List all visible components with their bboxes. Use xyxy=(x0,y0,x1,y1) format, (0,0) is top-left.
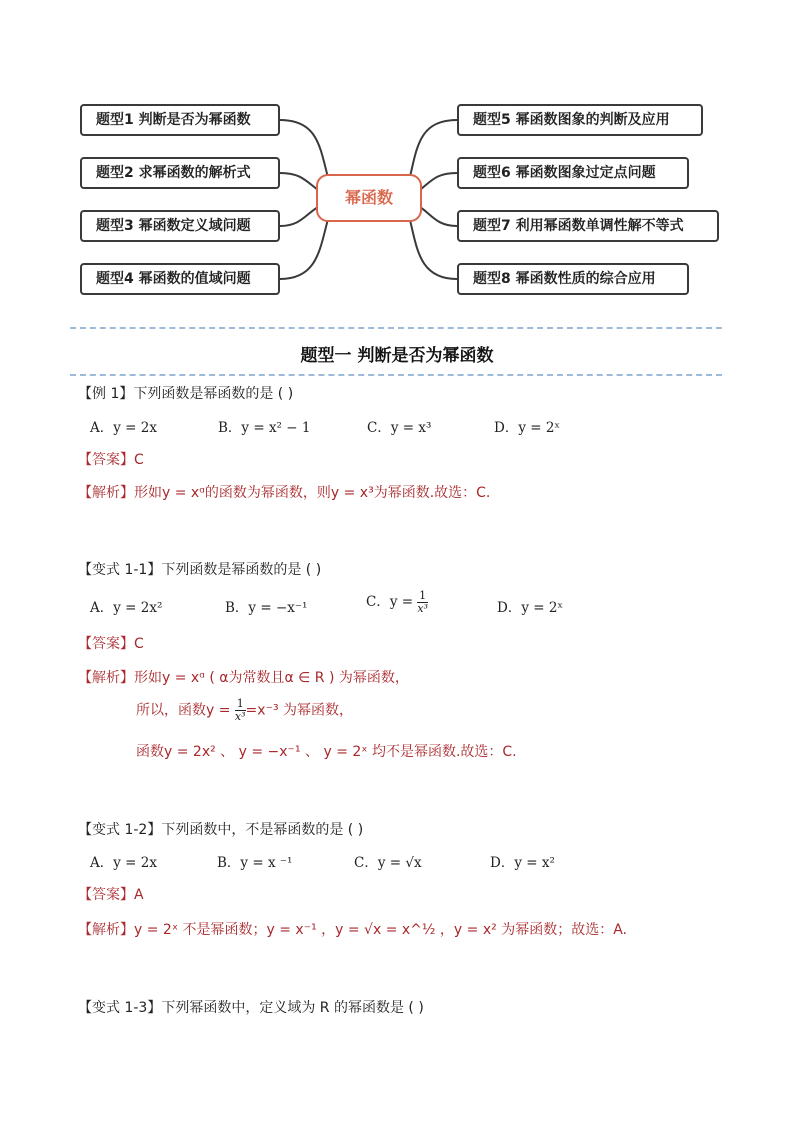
variant-1-1-option-c xyxy=(366,590,428,615)
topic-box-7: 题型7 利用幂函数单调性解不等式 xyxy=(457,210,719,242)
variant-1-1-option-b: B．y = −x⁻¹ xyxy=(225,600,308,616)
variant-1-2-option-a: A．y = 2x xyxy=(90,855,157,871)
divider-bottom xyxy=(70,374,722,376)
answer-value: C xyxy=(134,452,144,468)
analysis-text: y = 2ˣ 不是幂函数；y = x⁻¹ ，y = √x = x^½ ，y = x² 为幂函数；故选：A. xyxy=(134,922,627,938)
analysis-tag: 【解析】 xyxy=(78,922,134,938)
variant-1-3-tag: 【变式 1-3】 xyxy=(78,1000,162,1016)
fraction-denominator: x³ xyxy=(417,602,428,615)
example-1-analysis xyxy=(78,482,490,502)
example-1-option-c: C．y = x³ xyxy=(367,420,432,436)
mind-map xyxy=(0,0,794,310)
analysis-text: 形如y = xᵅ的函数为幂函数，则y = x³为幂函数.故选：C. xyxy=(134,485,491,501)
variant-1-1-analysis-line-1 xyxy=(78,667,409,687)
variant-1-2-text: 下列函数中，不是幂函数的是 ( ) xyxy=(161,822,364,838)
answer-tag: 【答案】 xyxy=(78,887,134,903)
analysis-text: =x⁻³ 为幂函数， xyxy=(245,702,354,719)
fraction-numerator: 1 xyxy=(419,589,427,602)
example-1-answer xyxy=(78,449,144,469)
variant-1-1-text: 下列函数是幂函数的是 ( ) xyxy=(161,562,322,578)
variant-1-3-text: 下列幂函数中，定义域为 R 的幂函数是 ( ) xyxy=(161,1000,424,1016)
variant-1-3-question xyxy=(78,997,424,1017)
example-1-tag: 【例 1】 xyxy=(78,386,134,402)
example-1-text: 下列函数是幂函数的是 ( ) xyxy=(133,386,294,402)
topic-box-6: 题型6 幂函数图象过定点问题 xyxy=(457,157,689,189)
variant-1-2-question xyxy=(78,819,363,839)
variant-1-1-tag: 【变式 1-1】 xyxy=(78,562,162,578)
answer-value: C xyxy=(134,636,144,652)
variant-1-2-option-d: D．y = x² xyxy=(490,855,555,871)
analysis-tag: 【解析】 xyxy=(78,485,134,501)
variant-1-2-option-b: B．y = x ⁻¹ xyxy=(217,855,293,871)
variant-1-1-option-a: A．y = 2x² xyxy=(90,600,163,616)
variant-1-1-analysis-line-3: 函数y = 2x² 、 y = −x⁻¹ 、 y = 2ˣ 均不是幂函数.故选：C. xyxy=(136,744,517,760)
topic-box-5: 题型5 幂函数图象的判断及应用 xyxy=(457,104,703,136)
fraction xyxy=(235,698,246,723)
topic-box-4: 题型4 幂函数的值域问题 xyxy=(80,263,280,295)
analysis-text: 形如y = xᵅ ( α为常数且α ∈ R ) 为幂函数， xyxy=(134,670,409,686)
fraction xyxy=(417,590,428,615)
example-1-option-d: D．y = 2ˣ xyxy=(494,420,561,436)
variant-1-2-option-c: C．y = √x xyxy=(354,855,422,871)
topic-box-1: 题型1 判断是否为幂函数 xyxy=(80,104,280,136)
variant-1-1-analysis-line-2 xyxy=(136,698,353,723)
variant-1-2-tag: 【变式 1-2】 xyxy=(78,822,162,838)
topic-box-2: 题型2 求幂函数的解析式 xyxy=(80,157,280,189)
answer-value: A xyxy=(134,887,144,903)
analysis-tag: 【解析】 xyxy=(78,670,134,686)
option-c-label: C．y = xyxy=(366,594,418,610)
section-title: 题型一 判断是否为幂函数 xyxy=(300,346,494,366)
variant-1-1-option-d: D．y = 2ˣ xyxy=(497,600,564,616)
example-1-option-b: B．y = x² − 1 xyxy=(218,420,311,436)
variant-1-1-answer xyxy=(78,633,144,653)
variant-1-2-answer xyxy=(78,884,144,904)
example-1-question xyxy=(78,383,293,403)
fraction-numerator: 1 xyxy=(236,697,244,710)
topic-box-8: 题型8 幂函数性质的综合应用 xyxy=(457,263,689,295)
topic-box-3: 题型3 幂函数定义域问题 xyxy=(80,210,280,242)
variant-1-1-question xyxy=(78,559,321,579)
mind-map-center: 幂函数 xyxy=(316,174,422,222)
fraction-denominator: x³ xyxy=(234,710,246,723)
example-1-option-a: A．y = 2x xyxy=(90,420,157,436)
divider-top xyxy=(70,327,722,329)
answer-tag: 【答案】 xyxy=(78,452,134,468)
analysis-text: 所以，函数y = xyxy=(136,702,235,719)
variant-1-2-analysis xyxy=(78,919,627,939)
answer-tag: 【答案】 xyxy=(78,636,134,652)
